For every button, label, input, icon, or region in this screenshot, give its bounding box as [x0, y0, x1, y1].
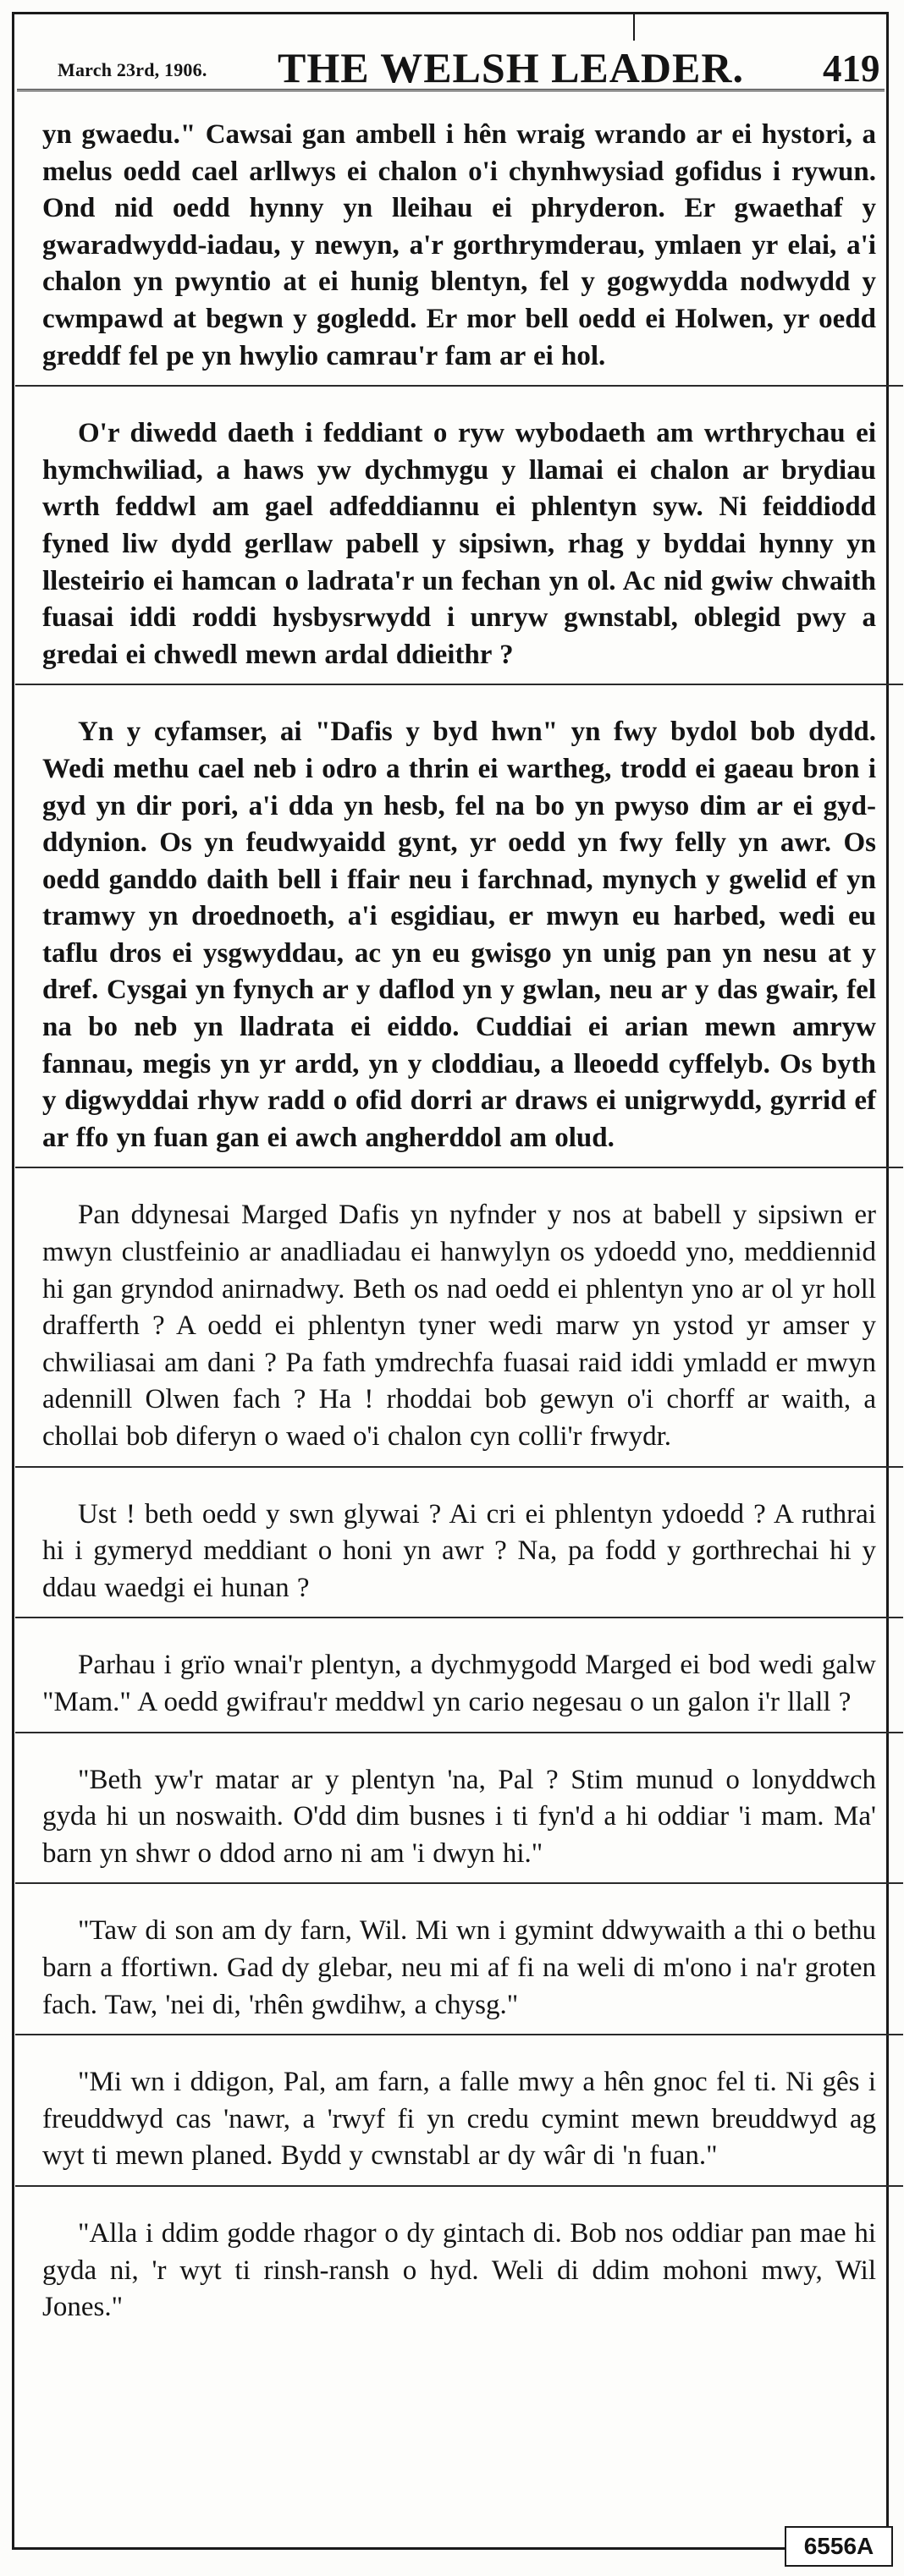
column-rule	[15, 1732, 903, 1745]
paragraph-5: Ust ! beth oedd y swn glywai ? Ai cri ei phlentyn ydoedd ? A ruthrai hi i gymeryd meddiant o honi yn awr ? Na, pa fodd y gorthrechai hi y ddau waedgi ei hunan ?	[42, 1498, 876, 1603]
page-header	[17, 19, 885, 91]
article-column	[42, 117, 876, 2326]
issue-date: March 23rd, 1906.	[58, 59, 207, 80]
column-rule	[15, 1167, 903, 1180]
masthead-title: THE WELSH LEADER.	[278, 44, 744, 91]
paragraph-1: yn gwaedu." Cawsai gan ambell i hên wraig wrando ar ei hystori, a melus oedd cael arllwys ei chalon o'i chynhwysiad gofidus i rywun. Ond nid oedd hynny yn lleihau ei phryderon. Er gwaethaf y gwaradwydd-iadau, y newyn, a'r gorthrymderau, ymlaen yr elai, a'i chalon yn pwyntio at ei hunig blentyn, fel y gogwydda nodwydd y cwmpawd at begwn y gogledd. Er mor bell oedd ei Holwen, yr oedd greddf fel pe yn hwylio camrau'r fam ar ei hol.	[42, 119, 876, 371]
column-rule	[15, 684, 903, 697]
column-rule	[15, 385, 903, 398]
paragraph-10: "Alla i ddim godde rhagor o dy gintach di. Bob nos oddiar pan mae hi gyda ni, 'r wyt ti rinsh-ransh o hyd. Weli di ddim mohoni mwy, Wil Jones."	[42, 2217, 876, 2323]
column-rule	[15, 2034, 903, 2047]
paragraph-2: O'r diwedd daeth i feddiant o ryw wybodaeth am wrthrychau ei hymchwiliad, a haws yw dychmygu y llamai ei chalon ar brydiau wrth feddwl am gael adfeddiannu ei phlentyn syw. Ni feiddiodd fyned liw dydd gerllaw pabell y sipsiwn, rhag y byddai hynny yn llesteirio ei hamcan o ladrata'r un fechan yn ol. Ac nid gwiw chwaith fuasai iddi roddi hysbysrwydd i unryw gwnstabl, oblegid pwy a gredai ei chwedl mewn ardal ddieithr ?	[42, 418, 876, 670]
paragraph-8: "Taw di son am dy farn, Wil. Mi wn i gymint ddwywaith a thi o bethu barn a ffortiwn. Gad dy glebar, neu mi af fi na weli di m'ono i na'r groten fach. Taw, 'nei di, 'rhên gwdihw, a chysg."	[42, 1915, 876, 2020]
paragraph-3: Yn y cyfamser, ai "Dafis y byd hwn" yn fwy bydol bob dydd. Wedi methu cael neb i odro a thrin ei wartheg, trodd ei gaeau bron i gyd yn dir pori, a'i dda yn hesb, fel na bo yn pwyso dim ar ei gyd-ddynion. Os yn feudwyaidd gynt, yr oedd yn fwy felly yn awr. Os oedd ganddo daith bell i ffair neu i farchnad, mynych y gwelid ef yn tramwy yn droednoeth, a'i esgidiau, er mwyn eu harbed, wedi eu taflu dros ei ysgwyddau, ac yn eu gwisgo yn unig pan yn nesu at y dref. Cysgai yn fynych ar y daflod yn y gwlan, neu ar y das gwair, fel na bo neb yn lladrata ei eiddo. Cuddiai ei arian mewn amryw fannau, megis yn yr ardd, yn y cloddiau, a lleoedd cyffelyb. Os byth y digwyddai rhyw radd o ofid dorri ar draws ei unigrwydd, gyrrid ef ar ffo yn fuan gan ei awch angherddol am olud.	[42, 717, 876, 1153]
column-rule	[15, 1466, 903, 1480]
paragraph-9: "Mi wn i ddigon, Pal, am farn, a falle mwy a hên gnoc fel ti. Ni gês i freuddwyd cas 'nawr, a 'rwyf fi yn credu cymint mewn breuddwyd ag wyt ti mewn planed. Bydd y cwnstabl ar dy wâr di 'n fuan."	[42, 2067, 876, 2172]
paragraph-6: Parhau i grïo wnai'r plentyn, a dychmygodd Marged ei bod wedi galw "Mam." A oedd gwifrau'r meddwl yn cario negesau o un galon i'r llall ?	[42, 1650, 876, 1717]
catalog-label: 6556A	[785, 2526, 893, 2567]
paragraph-7: "Beth yw'r matar ar y plentyn 'na, Pal ? Stim munud o lonyddwch gyda hi un noswaith. O'dd dim busnes i ti fyn'd a hi oddiar 'i mam. Ma' barn yn shwr o ddod arno ni am 'i dwyn hi."	[42, 1764, 876, 1869]
paragraph-4: Pan ddynesai Marged Dafis yn nyfnder y nos at babell y sipsiwn er mwyn clustfeinio ar anadliadau ei hanwylyn os ydoedd yno, meddiennid hi gan gryndod anirnadwy. Beth os nad oedd ei phlentyn yno ar ol yr holl drafferth ? A oedd ei phlentyn tyner wedi marw yn ystod yr amser y chwiliasai am dani ? Pa fath ymdrechfa fuasai raid iddi ymladd er mwyn adennill Olwen fach ? Ha ! rhoddai bob gewyn o'i chorff ar waith, a chollai bob diferyn o waed o'i chalon cyn colli'r frwydr.	[42, 1200, 876, 1452]
page-number: 419	[823, 47, 880, 90]
column-rule	[15, 2185, 903, 2199]
column-rule	[15, 1882, 903, 1896]
column-rule	[15, 1617, 903, 1630]
